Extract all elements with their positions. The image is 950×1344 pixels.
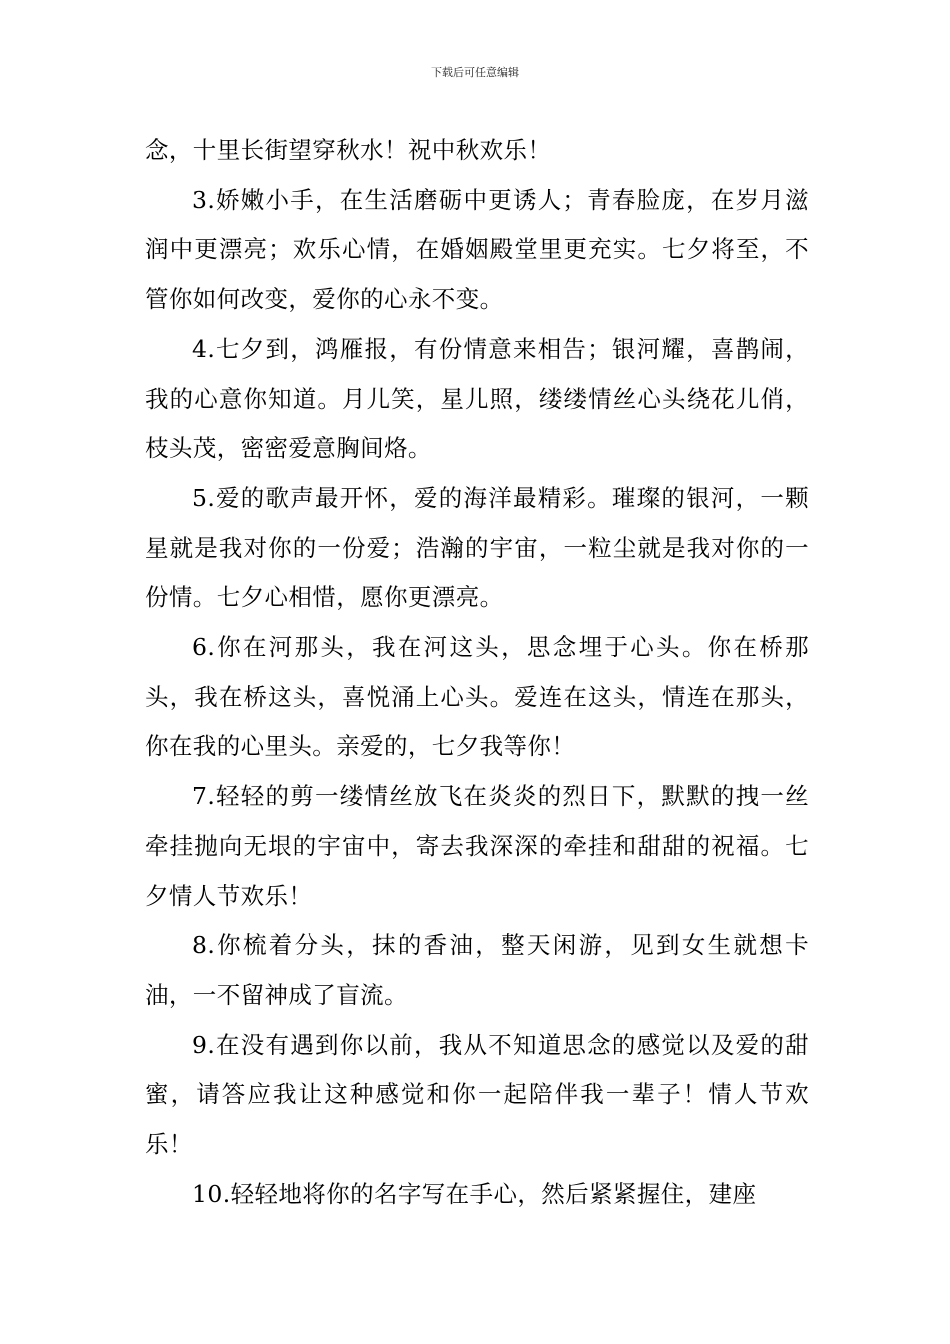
- page-header: 下载后可任意编辑: [431, 66, 519, 79]
- paragraph-item-7: 7.轻轻的剪一缕情丝放飞在炎炎的烈日下，默默的拽一丝牵挂抛向无垠的宇宙中，寄去我深深的牵挂和甜甜的祝福。七夕情人节欢乐！: [145, 782, 809, 910]
- paragraph-item-10: 10.轻轻地将你的名字写在手心，然后紧紧握住，建座: [192, 1179, 757, 1208]
- paragraph-item-3: 3.娇嫩小手，在生活磨砺中更诱人；青春脸庞，在岁月滋润中更漂亮；欢乐心情，在婚姻殿堂里更充实。七夕将至，不管你如何改变，爱你的心永不变。: [145, 185, 809, 314]
- paragraph-item-8: 8.你梳着分头，抹的香油，整天闲游，见到女生就想卡油，一不留神成了盲流。: [145, 931, 809, 1009]
- paragraph-item-6: 6.你在河那头，我在河这头，思念埋于心头。你在桥那头，我在桥这头，喜悦涌上心头。爱连在这头，情连在那头，你在我的心里头。亲爱的，七夕我等你！: [145, 633, 809, 761]
- paragraph-item-4: 4.七夕到，鸿雁报，有份情意来相告；银河耀，喜鹊闹，我的心意你知道。月儿笑，星儿照，缕缕情丝心头绕花儿俏，枝头茂，密密爱意胸间烙。: [145, 334, 809, 463]
- document-body: [145, 126, 809, 1219]
- paragraph-item-5: 5.爱的歌声最开怀，爱的海洋最精彩。璀璨的银河，一颗星就是我对你的一份爱；浩瀚的宇宙，一粒尘就是我对你的一份情。七夕心相惜，愿你更漂亮。: [145, 483, 809, 612]
- paragraph-continuation: 念，十里长街望穿秋水！祝中秋欢乐！: [145, 136, 552, 164]
- paragraph-item-9: 9.在没有遇到你以前，我从不知道思念的感觉以及爱的甜蜜，请答应我让这种感觉和你一起陪伴我一辈子！情人节欢乐！: [145, 1030, 809, 1159]
